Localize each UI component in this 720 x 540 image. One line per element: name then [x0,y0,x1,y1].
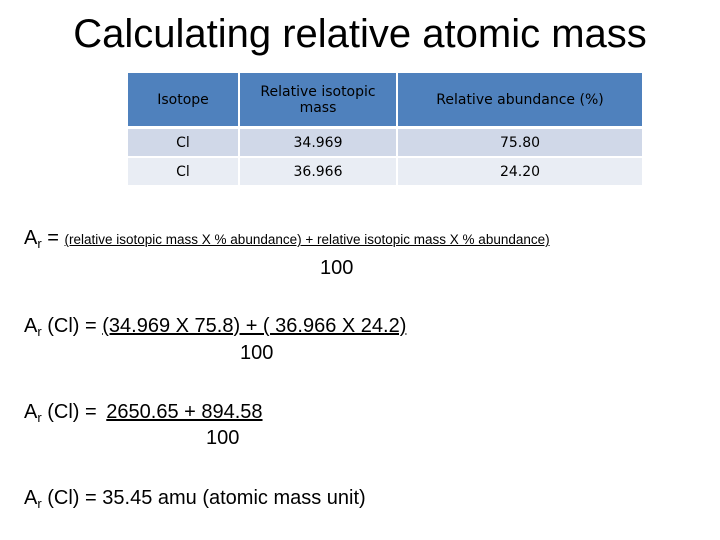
isotope-table [128,73,642,185]
step2-numerator: 2650.65 + 894.58 [106,401,263,423]
table-row [128,158,642,185]
step1-line [24,314,406,338]
table-header-row [128,73,642,129]
header-isotope: Isotope [128,73,238,129]
ar-subscript: r [37,496,42,511]
step1-lhs: (Cl) = [47,315,97,337]
ar-subscript: r [37,324,42,339]
formula-numerator: (relative isotopic mass X % abundance) + relative isotopic mass X % abundance) [64,232,550,247]
result-lhs: (Cl) = [47,487,97,509]
step2-lhs: (Cl) = [47,401,97,423]
cell-isotope: Cl [128,158,238,185]
table-row [128,129,642,158]
step2-line [24,400,263,424]
slide-title: Calculating relative atomic mass [73,12,647,56]
equals-sign: = [47,227,59,249]
cell-isotope: Cl [128,129,238,158]
cell-abundance: 24.20 [398,158,642,185]
cell-mass: 34.969 [238,129,398,158]
formula-denominator: 100 [320,257,354,279]
formula-line [24,226,550,252]
ar-symbol: A [24,401,38,423]
header-relative-isotopic-mass: Relative isotopic mass [238,73,398,129]
cell-abundance: 75.80 [398,129,642,158]
step1-numerator: (34.969 X 75.8) + ( 36.966 X 24.2) [102,315,407,337]
ar-symbol: A [24,487,38,509]
ar-subscript: r [37,236,42,251]
result-line [24,486,366,510]
ar-symbol: A [24,315,38,337]
step2-denominator: 100 [206,427,240,449]
header-relative-abundance: Relative abundance (%) [398,73,642,129]
result-value: 35.45 amu (atomic mass unit) [102,487,366,509]
cell-mass: 36.966 [238,158,398,185]
ar-subscript: r [37,410,42,425]
ar-symbol: A [24,227,38,249]
step1-denominator: 100 [240,342,274,364]
